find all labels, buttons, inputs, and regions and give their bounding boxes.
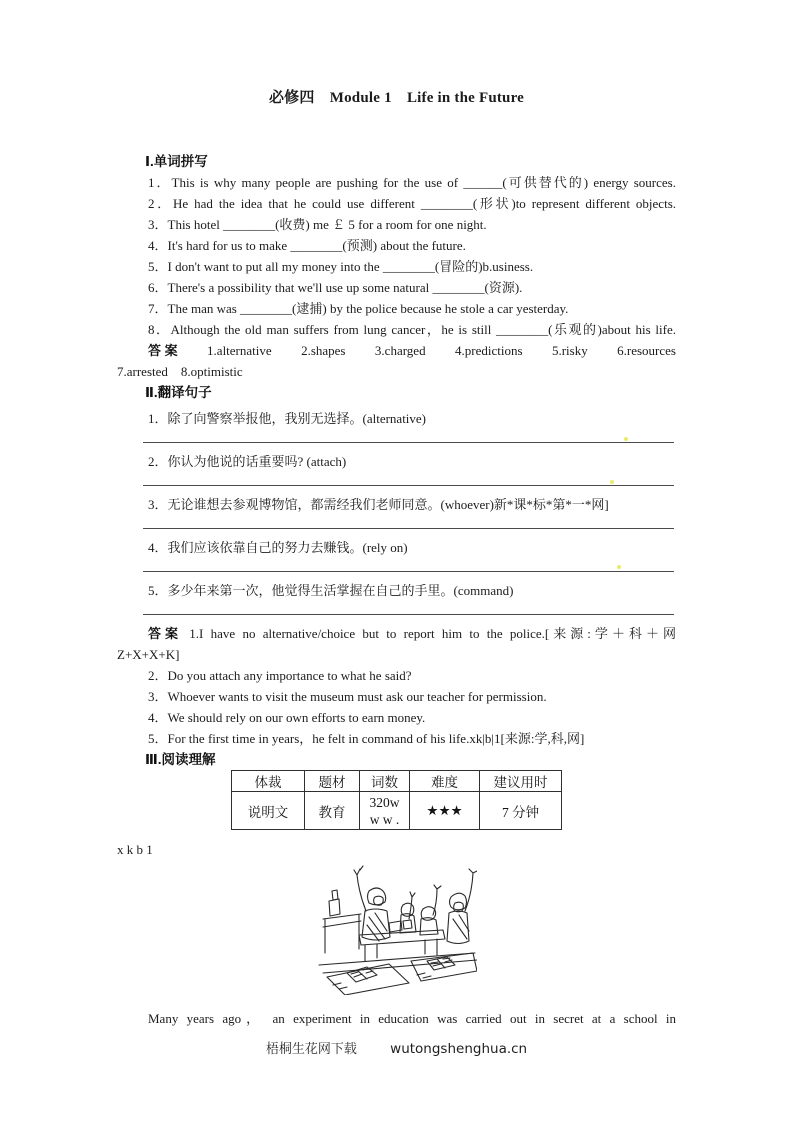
exercise-item: 8．Although the old man suffers from lung cancer，he is still ________(乐观的)about his life. [148,322,676,337]
section1-answers-line2: 7.arrested 8.optimistic [117,364,243,379]
exercise-item: 3．This hotel ________(收费) me ￡ 5 for a room for one night. [148,217,487,232]
cell-wordcount [360,792,410,830]
reading-paragraph-first-line: Many years ago， an experiment in education was carried out in secret at a school in [148,1011,676,1026]
table-header-row [232,771,562,792]
cell-difficulty: ★★★ [410,792,480,830]
answer-item: 2．Do you attach any importance to what he said? [148,668,412,683]
section1-heading: Ⅰ.单词拼写 [145,154,208,169]
section2-answer-line2: Z+X+X+K] [117,647,180,662]
table-row [232,792,562,830]
classroom-illustration [317,861,477,999]
exercise-item: 7．The man was ________(逮捕) by the police because he stole a car yesterday. [148,301,569,316]
answer-item: 4.predictions [455,343,523,358]
table-header-topic: 题材 [305,771,360,792]
scan-artifact-dot [610,480,614,484]
reading-info-table [231,770,562,830]
answer-item: 5.risky [551,343,588,358]
footer-site-name: 梧桐生花网下载 [265,1041,357,1056]
answer-label: 答案 [148,626,183,641]
answer-blank-line [143,601,674,615]
answer-blank-line [143,558,674,572]
table-header-time: 建议用时 [480,771,562,792]
answer-blank-line [143,515,674,529]
page-title: 必修四 Module 1 Life in the Future [268,90,525,106]
answer-item: 2.shapes [301,343,346,358]
table-header-genre: 体裁 [232,771,305,792]
scan-artifact-dot [624,437,628,441]
table-header-difficulty: 难度 [410,771,480,792]
section2-answers [117,623,676,749]
cell-genre: 说明文 [232,792,305,830]
translation-item: 3．无论谁想去参观博物馆，都需经我们老师同意。(whoever)新*课*标*第*一*网] [148,497,609,512]
answer-item: 3.charged [374,343,426,358]
answer-text: 1.I have no alternative/choice but to report him to the police.[来源:学＋科＋网 [189,626,676,641]
wordcount-line2: w w . [369,811,400,827]
document-content [117,88,676,1029]
answer-label: 答 案 [148,343,178,358]
answer-item: 6.resources [617,343,676,358]
answer-item: 3．Whoever wants to visit the museum must ask our teacher for permission. [148,689,547,704]
watermark-text: x k b 1 [117,842,153,857]
page-footer [0,1038,793,1059]
section2-heading: Ⅱ.翻译句子 [145,385,212,400]
cell-time: 7 分钟 [480,792,562,830]
wordcount-line1: 320w [369,794,400,810]
scan-artifact-dot [617,565,621,569]
section3-heading: Ⅲ.阅读理解 [145,752,216,767]
exercise-item: 4．It's hard for us to make ________(预测) about the future. [148,238,466,253]
section1-answers-line1 [117,340,676,361]
exercise-item: 5．I don't want to put all my money into the ________(冒险的)b.usiness. [148,259,534,274]
exercise-item: 1．This is why many people are pushing for the use of ______(可供替代的) energy sources. [148,175,676,190]
classroom-sketch-svg [317,861,477,995]
cell-topic: 教育 [305,792,360,830]
answer-item: 4．We should rely on our own efforts to earn money. [148,710,426,725]
exercise-item: 6．There's a possibility that we'll use up some natural ________(资源). [148,280,523,295]
answer-blank-line [143,429,674,443]
answer-item: 1.alternative [207,343,272,358]
translation-item: 4．我们应该依靠自己的努力去赚钱。(rely on) [148,540,408,555]
table-header-wordcount: 词数 [360,771,410,792]
section2-answer-line1 [117,623,676,644]
footer-site-url: wutongshenghua.cn [390,1041,528,1057]
answer-item: 5．For the first time in years，he felt in command of his life.xk|b|1[来源:学,科,网] [148,731,585,746]
translation-item: 1．除了向警察举报他，我别无选择。(alternative) [148,411,427,426]
translation-item: 5．多少年来第一次，他觉得生活掌握在自己的手里。(command) [148,583,514,598]
exercise-item: 2．He had the idea that he could use different ________(形状)to represent different objects. [148,196,676,211]
answer-blank-line [143,472,674,486]
translation-item: 2．你认为他说的话重要吗? (attach) [148,454,347,469]
